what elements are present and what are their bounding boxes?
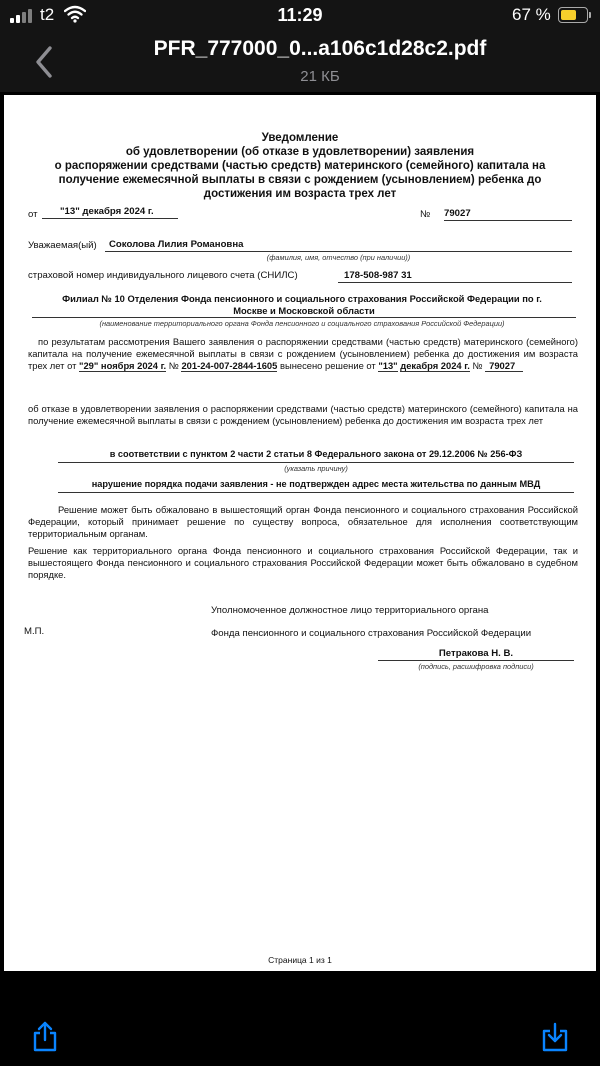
branch-name xyxy=(28,293,576,318)
refusal-paragraph: об отказе в удовлетворении заявления о распоряжении средствами (частью средств) материнского (семейного) капитала на получение ежемесячной выплаты в связи с рождением (усыновлением) ребенка до достижения им возраста трех лет xyxy=(28,403,578,426)
status-bar xyxy=(0,0,600,32)
review-paragraph xyxy=(28,336,578,372)
signer-hint: (подпись, расшифровка подписи) xyxy=(418,662,534,671)
back-button[interactable] xyxy=(28,42,64,82)
branch-name-line: Филиал № 10 Отделения Фонда пенсионного и социального страхования Российской Федерации по г. xyxy=(62,293,542,304)
decision-number: 79027 xyxy=(485,360,523,372)
review-intro: по результатам рассмотрения Вашего заявления о распоряжении средствами (частью средств) материнского (семейного) капитала на получение ежемесячной выплаты в связи с рождением (усыновлением) ребенка до достижения им возраста трех лет от xyxy=(28,336,578,371)
document-viewer[interactable] xyxy=(0,92,600,980)
official-title-line-1: Уполномоченное должностное лицо территориального органа xyxy=(211,605,489,616)
decision-date: декабря 2024 г. xyxy=(400,359,470,371)
number-label: № xyxy=(420,209,431,220)
decision-number-label: № xyxy=(472,359,483,371)
clock: 11:29 xyxy=(277,5,323,25)
application-number: 201-24-007-2844-1605 xyxy=(181,359,278,371)
notice-title-line: о распоряжении средствами (частью средств) материнского (семейного) капитала на xyxy=(54,160,546,173)
addressee-label: Уважаемая(ый) xyxy=(28,240,97,251)
navigation-bar xyxy=(0,32,600,92)
appeal-paragraph-2: Решение как территориального органа Фонда пенсионного и социального страхования Российской Федерации, так и вышестоящего Фонда пенсионного и социального страхования Российской Федерации может быть обжаловано в судебном порядке. xyxy=(28,545,578,580)
signer-name: Петракова Н. В. xyxy=(378,648,574,661)
reason-hint: (указать причину) xyxy=(284,464,348,473)
appeal-paragraph-1: Решение может быть обжаловано в вышестоящий орган Фонда пенсионного и социального страхования Российской Федерации, который принимает решение по существу вопроса, обязательное для исполнения соответствующим территориальным органам. xyxy=(28,504,578,539)
notice-title-line: об удовлетворении (об отказе в удовлетворении) заявления xyxy=(125,146,475,159)
notice-title-line: получение ежемесячной выплаты в связи с рождением (усыновлением) ребенка до xyxy=(58,174,542,187)
branch-hint: (наименование территориального органа Фонда пенсионного и социального страхования Российской Федерации) xyxy=(99,319,505,328)
battery-level xyxy=(561,10,576,20)
bottom-toolbar xyxy=(0,980,600,1066)
notice-heading xyxy=(24,131,576,201)
refusal-reason: нарушение порядка подачи заявления - не подтвержден адрес места жительства по данным МВД xyxy=(58,479,574,493)
share-button[interactable] xyxy=(30,1020,60,1052)
decision-date-day: "13" xyxy=(378,359,398,371)
notice-number: 79027 xyxy=(444,208,572,221)
pdf-page xyxy=(4,95,596,971)
save-button[interactable] xyxy=(540,1020,570,1052)
notice-title-line: достижения им возраста трех лет xyxy=(203,188,397,201)
date-prefix: от xyxy=(28,209,38,220)
official-title-line-2: Фонда пенсионного и социального страхования Российской Федерации xyxy=(211,628,532,639)
file-name: PFR_777000_0...a106c1d28c2.pdf xyxy=(153,37,487,60)
page-counter: Страница 1 из 1 xyxy=(268,955,332,965)
branch-name-line: Москве и Московской области xyxy=(32,305,576,318)
snils-value: 178-508-987 31 xyxy=(338,270,572,283)
decision-text: вынесено решение от xyxy=(279,359,376,371)
snils-label: страховой номер индивидуального лицевого счета (СНИЛС) xyxy=(28,270,298,281)
notice-title: Уведомление xyxy=(261,132,339,144)
carrier-name: t2 xyxy=(40,5,55,24)
application-date: "29" ноября 2024 г. xyxy=(79,359,167,371)
legal-basis: в соответствии с пунктом 2 части 2 статьи 8 Федерального закона от 29.12.2006 № 256-ФЗ xyxy=(58,449,574,463)
file-size: 21 КБ xyxy=(300,68,340,85)
stamp-placeholder: М.П. xyxy=(24,626,45,637)
addressee-hint: (фамилия, имя, отчество (при наличии)) xyxy=(266,253,411,262)
chevron-left-icon xyxy=(28,42,64,82)
battery-percentage: 67 % xyxy=(512,5,551,24)
share-icon xyxy=(30,1020,60,1052)
addressee-name: Соколова Лилия Романовна xyxy=(105,239,572,252)
download-icon xyxy=(540,1020,570,1052)
battery-icon xyxy=(558,7,588,23)
notice-date: "13" декабря 2024 г. xyxy=(42,206,178,219)
application-number-label: № xyxy=(168,359,179,371)
